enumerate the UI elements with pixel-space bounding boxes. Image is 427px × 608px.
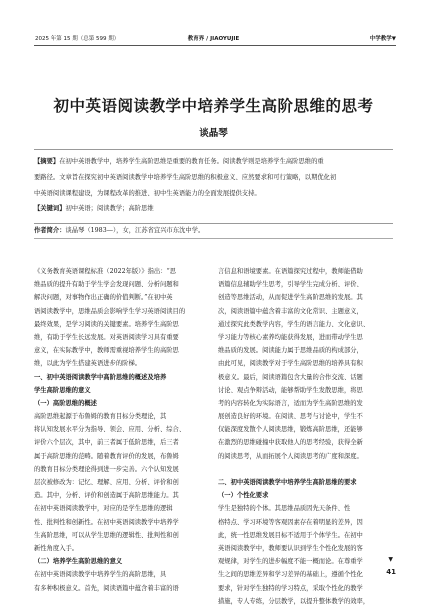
body-text-line: 解决问题，对事物作出正确的价值判断。”在初中英 (34, 294, 173, 302)
author-info-text: 谈晶琴（1983—），女，江苏省宜兴市东沈中学。 (65, 227, 205, 234)
section-heading: 学生高阶思维的意义 (34, 386, 91, 394)
body-text-line: 讨论、观点争辩活动，能够帮助学生发散思维，将思 (218, 386, 363, 394)
body-text-line: 由此可见，阅读教学对于学生高阶思维的培养具有积 (218, 360, 363, 368)
body-text-line: 最终效果，是学习阅读的关键要素。培养学生高阶思 (34, 320, 179, 328)
body-text-line: 新性角度入手。 (34, 544, 79, 552)
body-text-line: 评价六个层次，其中，前三者属于低阶思维，后三者 (34, 439, 179, 447)
body-text-line: 考的内容转化为实际语言，适而为学生高阶思维的发 (218, 399, 363, 407)
section-heading: 二、初中英语阅读教学中培养学生高阶思维的要求 (218, 479, 357, 486)
body-text-line: 生之间的思维差异和学习差异的基础上，遵循个性化 (218, 571, 363, 579)
body-text-line: 高阶思维起源于布鲁姆的教育目标分类理论，其 (34, 413, 167, 421)
page-number: 41 (386, 568, 396, 576)
body-text-line: 属于高阶思维的范畴。随着教育评价的发展，布鲁姆 (34, 452, 179, 460)
body-text-line: 维品质的发展。阅读能力属于思维品质的构成部分， (218, 347, 363, 355)
body-text-line: 创造等思维活动，从而促进学生高阶思维的发展。其 (218, 294, 363, 302)
body-text-line: 性、批判性和创新性。在初中英语阅读教学中培养学 (34, 518, 179, 526)
article-author: 谈晶琴 (199, 128, 228, 139)
body-text-line: 将认知发展水平分为指导、领会、应用、分析、综合、 (34, 426, 186, 434)
article-title: 初中英语阅读教学中培养学生高阶思维的思考 (53, 96, 374, 115)
abstract-label: 【摘要】 (34, 158, 60, 165)
body-text-line: 格特点、学习环境等客观因素存在着明显的差异，因 (218, 518, 363, 526)
body-text-line: 学习能力等核心素养均能获得发展，进而带动学生思 (218, 333, 363, 341)
body-text-line: 造。其中，分析、评价和创造属于高阶思维能力。其 (34, 492, 179, 500)
body-text-line: 的阅读思考，从而拓展个人阅读思考的广度和深度。 (218, 452, 363, 460)
issue-info: 2025 年第 15 期（总第 599 期） (35, 36, 120, 42)
abstract-line: 要路径。文章旨在探究初中英语阅读教学中培养学生高阶思维的积极意义、应然要求和可行策略，以期优化初 (34, 173, 337, 181)
page-marker-icon: ▼ (388, 556, 393, 563)
abstract-line (34, 154, 393, 170)
body-text-line: 的教育目标分类理论得到进一步完善。六个认知发展 (34, 465, 179, 473)
body-text-line: 意义，在实际教学中，教师需重视培养学生的高阶思 (34, 347, 179, 355)
right-column (218, 265, 397, 608)
body-text-line: 仅能深度发散个人阅读思维，锻炼高阶思维，还能够 (218, 426, 363, 434)
body-text-line: 语篇信息辅助学生思考，引导学生完成分析、评价、 (218, 281, 363, 289)
keywords-label: 【关键词】 (34, 205, 66, 213)
body-text-line (218, 463, 397, 476)
body-text-line: 极意义。最后，阅读语篇包含大量的合作交流、话题 (218, 373, 363, 381)
body-text-line: 在激烈的思维碰撞中获取他人的思考经验，获得全新 (218, 439, 363, 447)
body-text-line: 言信息和语境要素。在语篇探究过程中，教师能借助 (218, 268, 363, 275)
body-text-line: 学生是独特的个体。其思维品质因先天条件、性 (218, 505, 351, 513)
abstract-text: 在初中英语教学中，培养学生高阶思维是重要的教育任务。阅读教学则是培养学生高阶思维的重 (59, 158, 324, 165)
body-text-line: 英语阅读教学中，教师要认识到学生个性化发展的客 (218, 544, 363, 552)
left-column (34, 265, 213, 595)
body-text-line: 维，以此为学生搭建英语进步的阶梯。 (34, 360, 142, 368)
body-text-line: 展创造良好的环境。在阅读、思考与讨论中，学生不 (218, 413, 363, 421)
journal-name: 教育界 / JIAOYUJIE (187, 36, 240, 42)
body-text-line: 层次被修改为：记忆、理解、应用、分析、评价和创 (34, 479, 179, 486)
abstract-box (34, 149, 393, 224)
section-divider (34, 238, 393, 239)
section-label: 中学教学▼ (369, 36, 396, 42)
abstract-line: 中英语阅读课程建设，为课程改革的推进、初中生英语能力的全面发展提供支持。 (34, 189, 261, 197)
keywords-line (34, 201, 393, 217)
body-text-line: 通过探究此类教学内容，学生的语言能力、文化意识、 (218, 320, 370, 328)
body-text-line: 维品质的提升有助于学生学会发现问题、分析问题和 (34, 281, 179, 289)
author-info (34, 225, 393, 234)
section-heading: （一）高阶思维的概述 (34, 399, 97, 407)
body-text-line: 生高阶思维，可以从学生思维的逻辑性、批判性和创 (34, 531, 179, 539)
section-heading: （一）个性化要求 (218, 492, 269, 500)
body-text-line: 措施，专人专练，分层教学，以提升整体教学的效率， (218, 597, 370, 605)
body-text-line: 在初中英语阅读教学中培养学生的高阶思维，具 (34, 571, 167, 579)
header-divider (34, 45, 396, 46)
body-text-line: 此，统一性思维发展目标不适用于个体学生。在初中 (218, 531, 363, 539)
keywords-text: 初中英语；阅读教学；高阶思维 (65, 205, 154, 213)
section-heading: （二）培养学生高阶思维的意义 (34, 558, 123, 566)
body-text-line: 有多种积极意义。首先，阅读语篇中蕴含着丰富的语 (34, 584, 179, 592)
body-text-line: 次，阅读语篇中蕴含着丰富的文化常识、主题意义， (218, 307, 363, 315)
body-text-line: 语阅读教学中，思维品质会影响学生学习英语阅读目的 (34, 307, 186, 315)
body-text-line: 要求，针对学生独特的学习特点，采取个性化的教学 (218, 584, 363, 592)
body-text-line: 维，有助于学生长远发展。对英语阅读学习具有重要 (34, 333, 179, 341)
body-text-line: 《义务教育英语课程标准（2022年版）》指出：“思 (34, 268, 177, 275)
author-info-label: 作者简介： (34, 227, 66, 234)
body-text-line: 在初中英语阅读教学中，对应的是学生思维的逻辑 (34, 505, 173, 513)
body-text-line: 观规律，对学生的进步幅度不能一概而论。在尊重学 (218, 558, 363, 566)
section-heading: 一、初中英语阅读教学中高阶思维的概述及培养 (34, 373, 167, 381)
